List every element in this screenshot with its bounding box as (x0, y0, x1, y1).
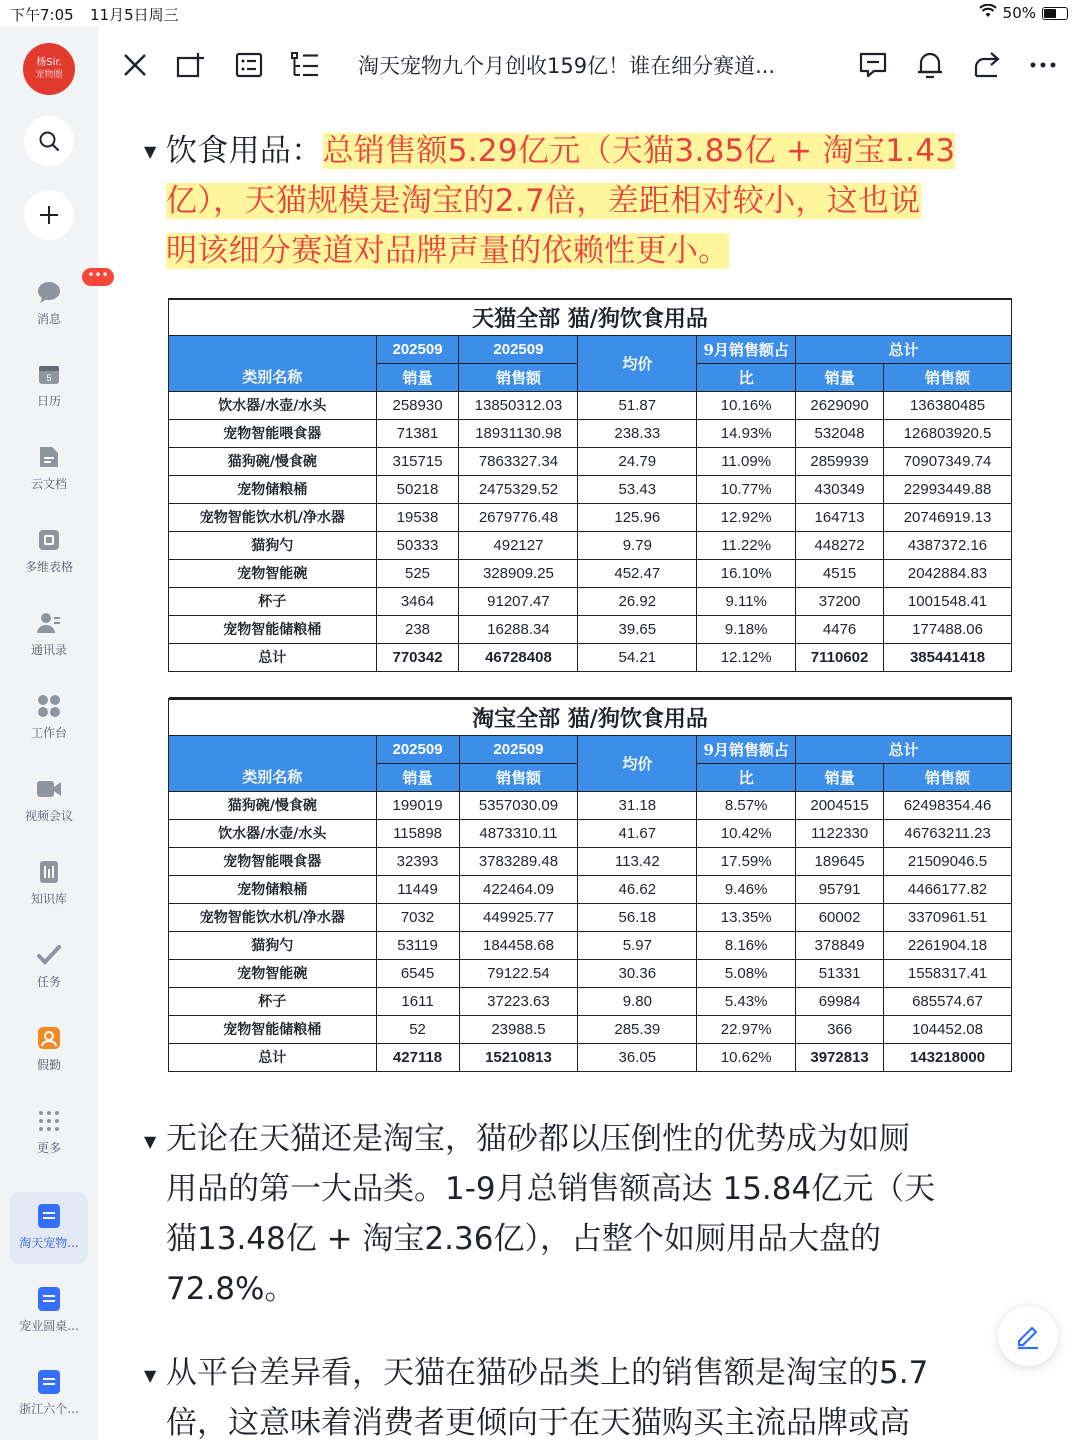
value-cell: 10.16% (697, 391, 796, 419)
value-cell: 366 (796, 1015, 884, 1043)
value-cell: 46728408 (459, 643, 578, 671)
value-cell: 492127 (459, 531, 578, 559)
value-cell: 448272 (796, 531, 884, 559)
category-cell: 宠物智能碗 (169, 559, 377, 587)
column-header-sales: 销售额 (459, 363, 578, 391)
add-button[interactable] (24, 190, 74, 240)
value-cell: 9.80 (578, 987, 697, 1015)
table-row (169, 475, 1012, 503)
table-row (169, 875, 1012, 903)
value-cell: 12.92% (697, 503, 796, 531)
value-cell: 19538 (376, 503, 459, 531)
value-cell: 36.05 (578, 1043, 697, 1071)
value-cell: 1001548.41 (884, 587, 1012, 615)
sidebar-doc-tab-2[interactable] (10, 1275, 88, 1347)
category-cell: 猫狗碗/慢食碗 (169, 791, 377, 819)
value-cell: 238 (376, 615, 459, 643)
value-cell: 770342 (376, 643, 459, 671)
app-sidebar (0, 26, 109, 1440)
share-button[interactable] (970, 48, 1004, 82)
more-dots-icon (1029, 61, 1057, 69)
svg-text:5: 5 (46, 373, 52, 383)
value-cell: 2475329.52 (459, 475, 578, 503)
wifi-icon (979, 4, 997, 22)
pencil-icon (1014, 1322, 1042, 1350)
value-cell: 4476 (796, 615, 884, 643)
category-cell: 宠物储粮桶 (169, 875, 377, 903)
sidebar-item-messages[interactable] (0, 268, 109, 327)
value-cell: 3972813 (796, 1043, 884, 1071)
collapse-toggle-icon[interactable]: ▼ (144, 1132, 157, 1151)
value-cell: 164713 (796, 503, 884, 531)
category-cell: 猫狗碗/慢食碗 (169, 447, 377, 475)
value-cell: 13850312.03 (459, 391, 578, 419)
value-cell: 52 (376, 1015, 459, 1043)
column-header-sales: 销售额 (459, 763, 578, 791)
chat-bubble-icon (36, 268, 109, 304)
task-icon (36, 943, 62, 967)
value-cell: 126803920.5 (884, 419, 1012, 447)
value-cell: 13.35% (697, 903, 796, 931)
table-row (169, 987, 1012, 1015)
value-cell: 46.62 (578, 875, 697, 903)
value-cell: 5.08% (697, 959, 796, 987)
value-cell: 7032 (376, 903, 459, 931)
table-row (169, 819, 1012, 847)
table-row (169, 447, 1012, 475)
notifications-button[interactable] (913, 48, 947, 82)
table-row (169, 959, 1012, 987)
sidebar-item-label: 通讯录 (30, 643, 67, 657)
value-cell: 9.11% (697, 587, 796, 615)
sidebar-item-tasks[interactable] (0, 943, 98, 990)
value-cell: 32393 (376, 847, 459, 875)
comments-button[interactable] (856, 48, 890, 82)
column-header-category: 类别名称 (169, 735, 377, 791)
sidebar-item-label: 假勤 (36, 1058, 61, 1072)
column-header-qty: 销量 (376, 363, 459, 391)
value-cell: 31.18 (578, 791, 697, 819)
more-grid-icon (36, 1109, 62, 1133)
value-cell: 685574.67 (884, 987, 1012, 1015)
value-cell: 54.21 (578, 643, 697, 671)
paragraph-line: 猫13.48亿 + 淘宝2.36亿），占整个如厕用品大盘的 (166, 1221, 881, 1257)
sidebar-item-attendance[interactable] (0, 1026, 98, 1073)
collapse-toggle-icon[interactable]: ▼ (144, 142, 157, 161)
sidebar-item-calendar[interactable] (0, 362, 98, 409)
value-cell: 20746919.13 (884, 503, 1012, 531)
column-header-month: 202509 (376, 335, 459, 363)
category-cell: 总计 (169, 1043, 377, 1071)
value-cell: 9.46% (697, 875, 796, 903)
table-row (169, 531, 1012, 559)
sidebar-item-label: 日历 (36, 394, 61, 408)
value-cell: 4873310.11 (459, 819, 578, 847)
value-cell: 37223.63 (459, 987, 578, 1015)
table-title: 淘宝全部 猫/狗饮食用品 (169, 699, 1012, 735)
value-cell: 16288.34 (459, 615, 578, 643)
category-cell: 宠物智能储粮桶 (169, 615, 377, 643)
value-cell: 113.42 (578, 847, 697, 875)
sidebar-doc-tab-3[interactable] (10, 1358, 88, 1430)
attendance-icon (36, 1026, 62, 1050)
wiki-icon (36, 860, 62, 884)
value-cell: 37200 (796, 587, 884, 615)
tmall-table (168, 298, 1012, 698)
value-cell: 422464.09 (459, 875, 578, 903)
value-cell: 1122330 (796, 819, 884, 847)
category-cell: 宠物智能储粮桶 (169, 1015, 377, 1043)
value-cell: 5357030.09 (459, 791, 578, 819)
category-cell: 饮水器/水壶/水头 (169, 391, 377, 419)
value-cell: 1558317.41 (884, 959, 1012, 987)
sidebar-item-label: 更多 (36, 1141, 61, 1155)
bell-icon (916, 50, 944, 80)
video-meeting-icon (36, 777, 62, 801)
value-cell: 525 (376, 559, 459, 587)
doc-title: 淘天宠物九个月创收159亿！谁在细分赛道... (358, 54, 776, 78)
table-row (169, 847, 1012, 875)
more-options-button[interactable] (1026, 48, 1060, 82)
value-cell: 9.79 (578, 531, 697, 559)
doc-content (98, 104, 1080, 1440)
value-cell: 69984 (796, 987, 884, 1015)
toc-icon (290, 51, 320, 79)
value-cell: 17.59% (697, 847, 796, 875)
column-header-qty: 销量 (796, 763, 884, 791)
value-cell: 53119 (376, 931, 459, 959)
value-cell: 79122.54 (459, 959, 578, 987)
sidebar-item-label: 视频会议 (24, 809, 73, 823)
value-cell: 51.87 (578, 391, 697, 419)
sidebar-item-video-meeting[interactable] (0, 777, 98, 824)
table-row (169, 559, 1012, 587)
column-header-month: 202509 (376, 735, 459, 763)
value-cell: 21509046.5 (884, 847, 1012, 875)
value-cell: 427118 (376, 1043, 459, 1071)
table-row (169, 1015, 1012, 1043)
outline-button[interactable] (232, 48, 266, 82)
value-cell: 115898 (376, 819, 459, 847)
value-cell: 56.18 (578, 903, 697, 931)
value-cell: 4387372.16 (884, 531, 1012, 559)
value-cell: 378849 (796, 931, 884, 959)
value-cell: 12.12% (697, 643, 796, 671)
value-cell: 532048 (796, 419, 884, 447)
sidebar-item-wiki[interactable] (0, 860, 98, 907)
table-row (169, 391, 1012, 419)
value-cell: 11.09% (697, 447, 796, 475)
value-cell: 315715 (376, 447, 459, 475)
value-cell: 143218000 (884, 1043, 1012, 1071)
table-title: 天猫全部 猫/狗饮食用品 (169, 299, 1012, 335)
value-cell: 6545 (376, 959, 459, 987)
table-total-row (169, 643, 1012, 671)
value-cell: 60002 (796, 903, 884, 931)
paragraph-food-supplies (166, 126, 1006, 276)
category-cell: 杯子 (169, 587, 377, 615)
column-header-share: 9月销售额占 (697, 735, 796, 763)
collapse-toggle-icon[interactable]: ▼ (144, 1366, 157, 1385)
value-cell: 22993449.88 (884, 475, 1012, 503)
message-badge: ••• (82, 268, 114, 286)
value-cell: 24.79 (578, 447, 697, 475)
category-cell: 宠物智能碗 (169, 959, 377, 987)
list-doc-icon (235, 52, 263, 78)
paragraph-cat-litter (166, 1114, 1006, 1314)
column-header-share: 比 (697, 363, 796, 391)
edit-button[interactable] (998, 1306, 1058, 1366)
value-cell: 30.36 (578, 959, 697, 987)
close-icon (122, 52, 148, 78)
sidebar-item-label: 云文档 (30, 477, 67, 491)
category-cell: 宠物储粮桶 (169, 475, 377, 503)
search-icon (38, 130, 60, 152)
calendar-icon (36, 362, 62, 386)
column-header-sales: 销售额 (884, 763, 1012, 791)
value-cell: 5.97 (578, 931, 697, 959)
value-cell: 11.22% (697, 531, 796, 559)
highlighted-text: 明该细分赛道对品牌声量的依赖性更小。 (166, 233, 730, 269)
doc-tab-label: 浙江六个... (19, 1402, 79, 1416)
sidebar-item-label: 知识库 (30, 892, 67, 906)
table-spacer (169, 671, 1012, 697)
value-cell: 2859939 (796, 447, 884, 475)
value-cell: 22.97% (697, 1015, 796, 1043)
battery-icon (1042, 7, 1068, 20)
value-cell: 2629090 (796, 391, 884, 419)
status-time: 下午7:05 (10, 6, 74, 24)
value-cell: 125.96 (578, 503, 697, 531)
close-button[interactable] (118, 48, 152, 82)
comment-icon (859, 51, 887, 79)
category-cell: 猫狗勺 (169, 931, 377, 959)
value-cell: 258930 (376, 391, 459, 419)
value-cell: 184458.68 (459, 931, 578, 959)
column-header-month: 202509 (459, 735, 578, 763)
sidebar-item-cloud-docs[interactable] (0, 445, 98, 492)
workbench-icon (36, 694, 62, 718)
value-cell: 18931130.98 (459, 419, 578, 447)
highlighted-text: 亿），天猫规模是淘宝的2.7倍，差距相对较小，这也说 (166, 183, 921, 219)
paragraph-line: 用品的第一大品类。1-9月总销售额高达 15.84亿元（天 (166, 1171, 936, 1207)
doc-toolbar (98, 26, 1080, 104)
value-cell: 3464 (376, 587, 459, 615)
sidebar-item-base[interactable] (0, 528, 98, 575)
search-button[interactable] (24, 116, 74, 166)
toc-button[interactable] (288, 48, 322, 82)
sidebar-item-contacts[interactable] (0, 611, 98, 658)
value-cell: 50333 (376, 531, 459, 559)
value-cell: 15210813 (459, 1043, 578, 1071)
category-cell: 宠物智能喂食器 (169, 419, 377, 447)
category-cell: 宠物智能饮水机/净水器 (169, 503, 377, 531)
battery-percent: 50% (1002, 4, 1036, 22)
category-cell: 宠物智能饮水机/净水器 (169, 903, 377, 931)
value-cell: 238.33 (578, 419, 697, 447)
value-cell: 11449 (376, 875, 459, 903)
doc-tab-label: 淘天宠物... (19, 1236, 79, 1250)
paragraph-line: 倍，这意味着消费者更倾向于在天猫购买主流品牌或高 (166, 1405, 910, 1440)
sidebar-item-more[interactable] (0, 1109, 98, 1156)
sidebar-item-label: 多维表格 (24, 560, 73, 574)
value-cell: 7863327.34 (459, 447, 578, 475)
value-cell: 177488.06 (884, 615, 1012, 643)
column-header-avg-price: 均价 (578, 735, 697, 791)
column-header-qty: 销量 (376, 763, 459, 791)
value-cell: 62498354.46 (884, 791, 1012, 819)
value-cell: 46763211.23 (884, 819, 1012, 847)
column-header-qty: 销量 (796, 363, 884, 391)
column-header-month: 202509 (459, 335, 578, 363)
sidebar-item-workbench[interactable] (0, 694, 98, 741)
status-bar (0, 0, 1080, 26)
value-cell: 7110602 (796, 643, 884, 671)
category-cell: 猫狗勺 (169, 531, 377, 559)
value-cell: 285.39 (578, 1015, 697, 1043)
avatar-org: 宠物圈 (35, 70, 63, 80)
sidebar-item-label: 任务 (36, 975, 61, 989)
value-cell: 449925.77 (459, 903, 578, 931)
value-cell: 2261904.18 (884, 931, 1012, 959)
value-cell: 39.65 (578, 615, 697, 643)
column-header-avg-price: 均价 (578, 335, 697, 391)
value-cell: 95791 (796, 875, 884, 903)
table-row (169, 931, 1012, 959)
value-cell: 10.77% (697, 475, 796, 503)
category-cell: 饮水器/水壶/水头 (169, 819, 377, 847)
value-cell: 23988.5 (459, 1015, 578, 1043)
document-icon (38, 1370, 60, 1394)
sidebar-item-label: 消息 (36, 312, 61, 326)
column-header-total: 总计 (796, 335, 1012, 363)
value-cell: 8.57% (697, 791, 796, 819)
paragraph-line: 无论在天猫还是淘宝，猫砂都以压倒性的优势成为如厕 (166, 1121, 910, 1157)
contacts-icon (36, 611, 62, 635)
value-cell: 1611 (376, 987, 459, 1015)
column-header-sales: 销售额 (884, 363, 1012, 391)
table-row (169, 503, 1012, 531)
column-header-share: 9月销售额占 (697, 335, 796, 363)
value-cell: 452.47 (578, 559, 697, 587)
value-cell: 4515 (796, 559, 884, 587)
value-cell: 50218 (376, 475, 459, 503)
table-row (169, 903, 1012, 931)
value-cell: 104452.08 (884, 1015, 1012, 1043)
value-cell: 3370961.51 (884, 903, 1012, 931)
category-cell: 宠物智能喂食器 (169, 847, 377, 875)
document-icon (38, 1204, 60, 1228)
value-cell: 26.92 (578, 587, 697, 615)
value-cell: 51331 (796, 959, 884, 987)
doc-tab-label: 宠业圆桌... (19, 1319, 79, 1333)
value-cell: 385441418 (884, 643, 1012, 671)
avatar-name: 杨Sir. (36, 57, 62, 68)
new-window-button[interactable] (174, 48, 208, 82)
table-total-row (169, 1043, 1012, 1071)
value-cell: 2004515 (796, 791, 884, 819)
value-cell: 10.42% (697, 819, 796, 847)
column-header-category: 类别名称 (169, 335, 377, 391)
avatar[interactable] (23, 43, 75, 95)
value-cell: 2679776.48 (459, 503, 578, 531)
plus-icon (38, 204, 60, 226)
paragraph-line: 72.8%。 (166, 1271, 296, 1307)
value-cell: 2042884.83 (884, 559, 1012, 587)
value-cell: 14.93% (697, 419, 796, 447)
category-cell: 杯子 (169, 987, 377, 1015)
sidebar-item-label: 工作台 (30, 726, 67, 740)
value-cell: 16.10% (697, 559, 796, 587)
value-cell: 199019 (376, 791, 459, 819)
column-header-total: 总计 (796, 735, 1012, 763)
column-header-share: 比 (697, 763, 796, 791)
paragraph-line: 从平台差异看，天猫在猫砂品类上的销售额是淘宝的5.7 (166, 1355, 929, 1391)
value-cell: 430349 (796, 475, 884, 503)
status-date: 11月5日周三 (90, 6, 179, 24)
value-cell: 4466177.82 (884, 875, 1012, 903)
value-cell: 53.43 (578, 475, 697, 503)
value-cell: 71381 (376, 419, 459, 447)
document-icon (38, 1287, 60, 1311)
table-row (169, 587, 1012, 615)
value-cell: 5.43% (697, 987, 796, 1015)
value-cell: 8.16% (697, 931, 796, 959)
value-cell: 189645 (796, 847, 884, 875)
value-cell: 3783289.48 (459, 847, 578, 875)
sidebar-doc-tab-1[interactable] (10, 1192, 88, 1264)
table-row (169, 615, 1012, 643)
value-cell: 91207.47 (459, 587, 578, 615)
value-cell: 41.67 (578, 819, 697, 847)
category-cell: 总计 (169, 643, 377, 671)
share-icon (973, 51, 1001, 79)
paragraph-platform-diff (166, 1348, 1006, 1440)
value-cell: 10.62% (697, 1043, 796, 1071)
base-table-icon (36, 528, 62, 552)
cloud-doc-icon (36, 445, 62, 469)
value-cell: 328909.25 (459, 559, 578, 587)
paragraph-prefix: 饮食用品： (166, 133, 323, 169)
taobao-table (168, 698, 1012, 1072)
new-window-icon (176, 51, 206, 79)
table-row (169, 791, 1012, 819)
highlighted-text: 总销售额5.29亿元（天猫3.85亿 + 淘宝1.43 (322, 133, 956, 169)
status-right (979, 4, 1068, 22)
value-cell: 70907349.74 (884, 447, 1012, 475)
value-cell: 136380485 (884, 391, 1012, 419)
value-cell: 9.18% (697, 615, 796, 643)
table-row (169, 419, 1012, 447)
